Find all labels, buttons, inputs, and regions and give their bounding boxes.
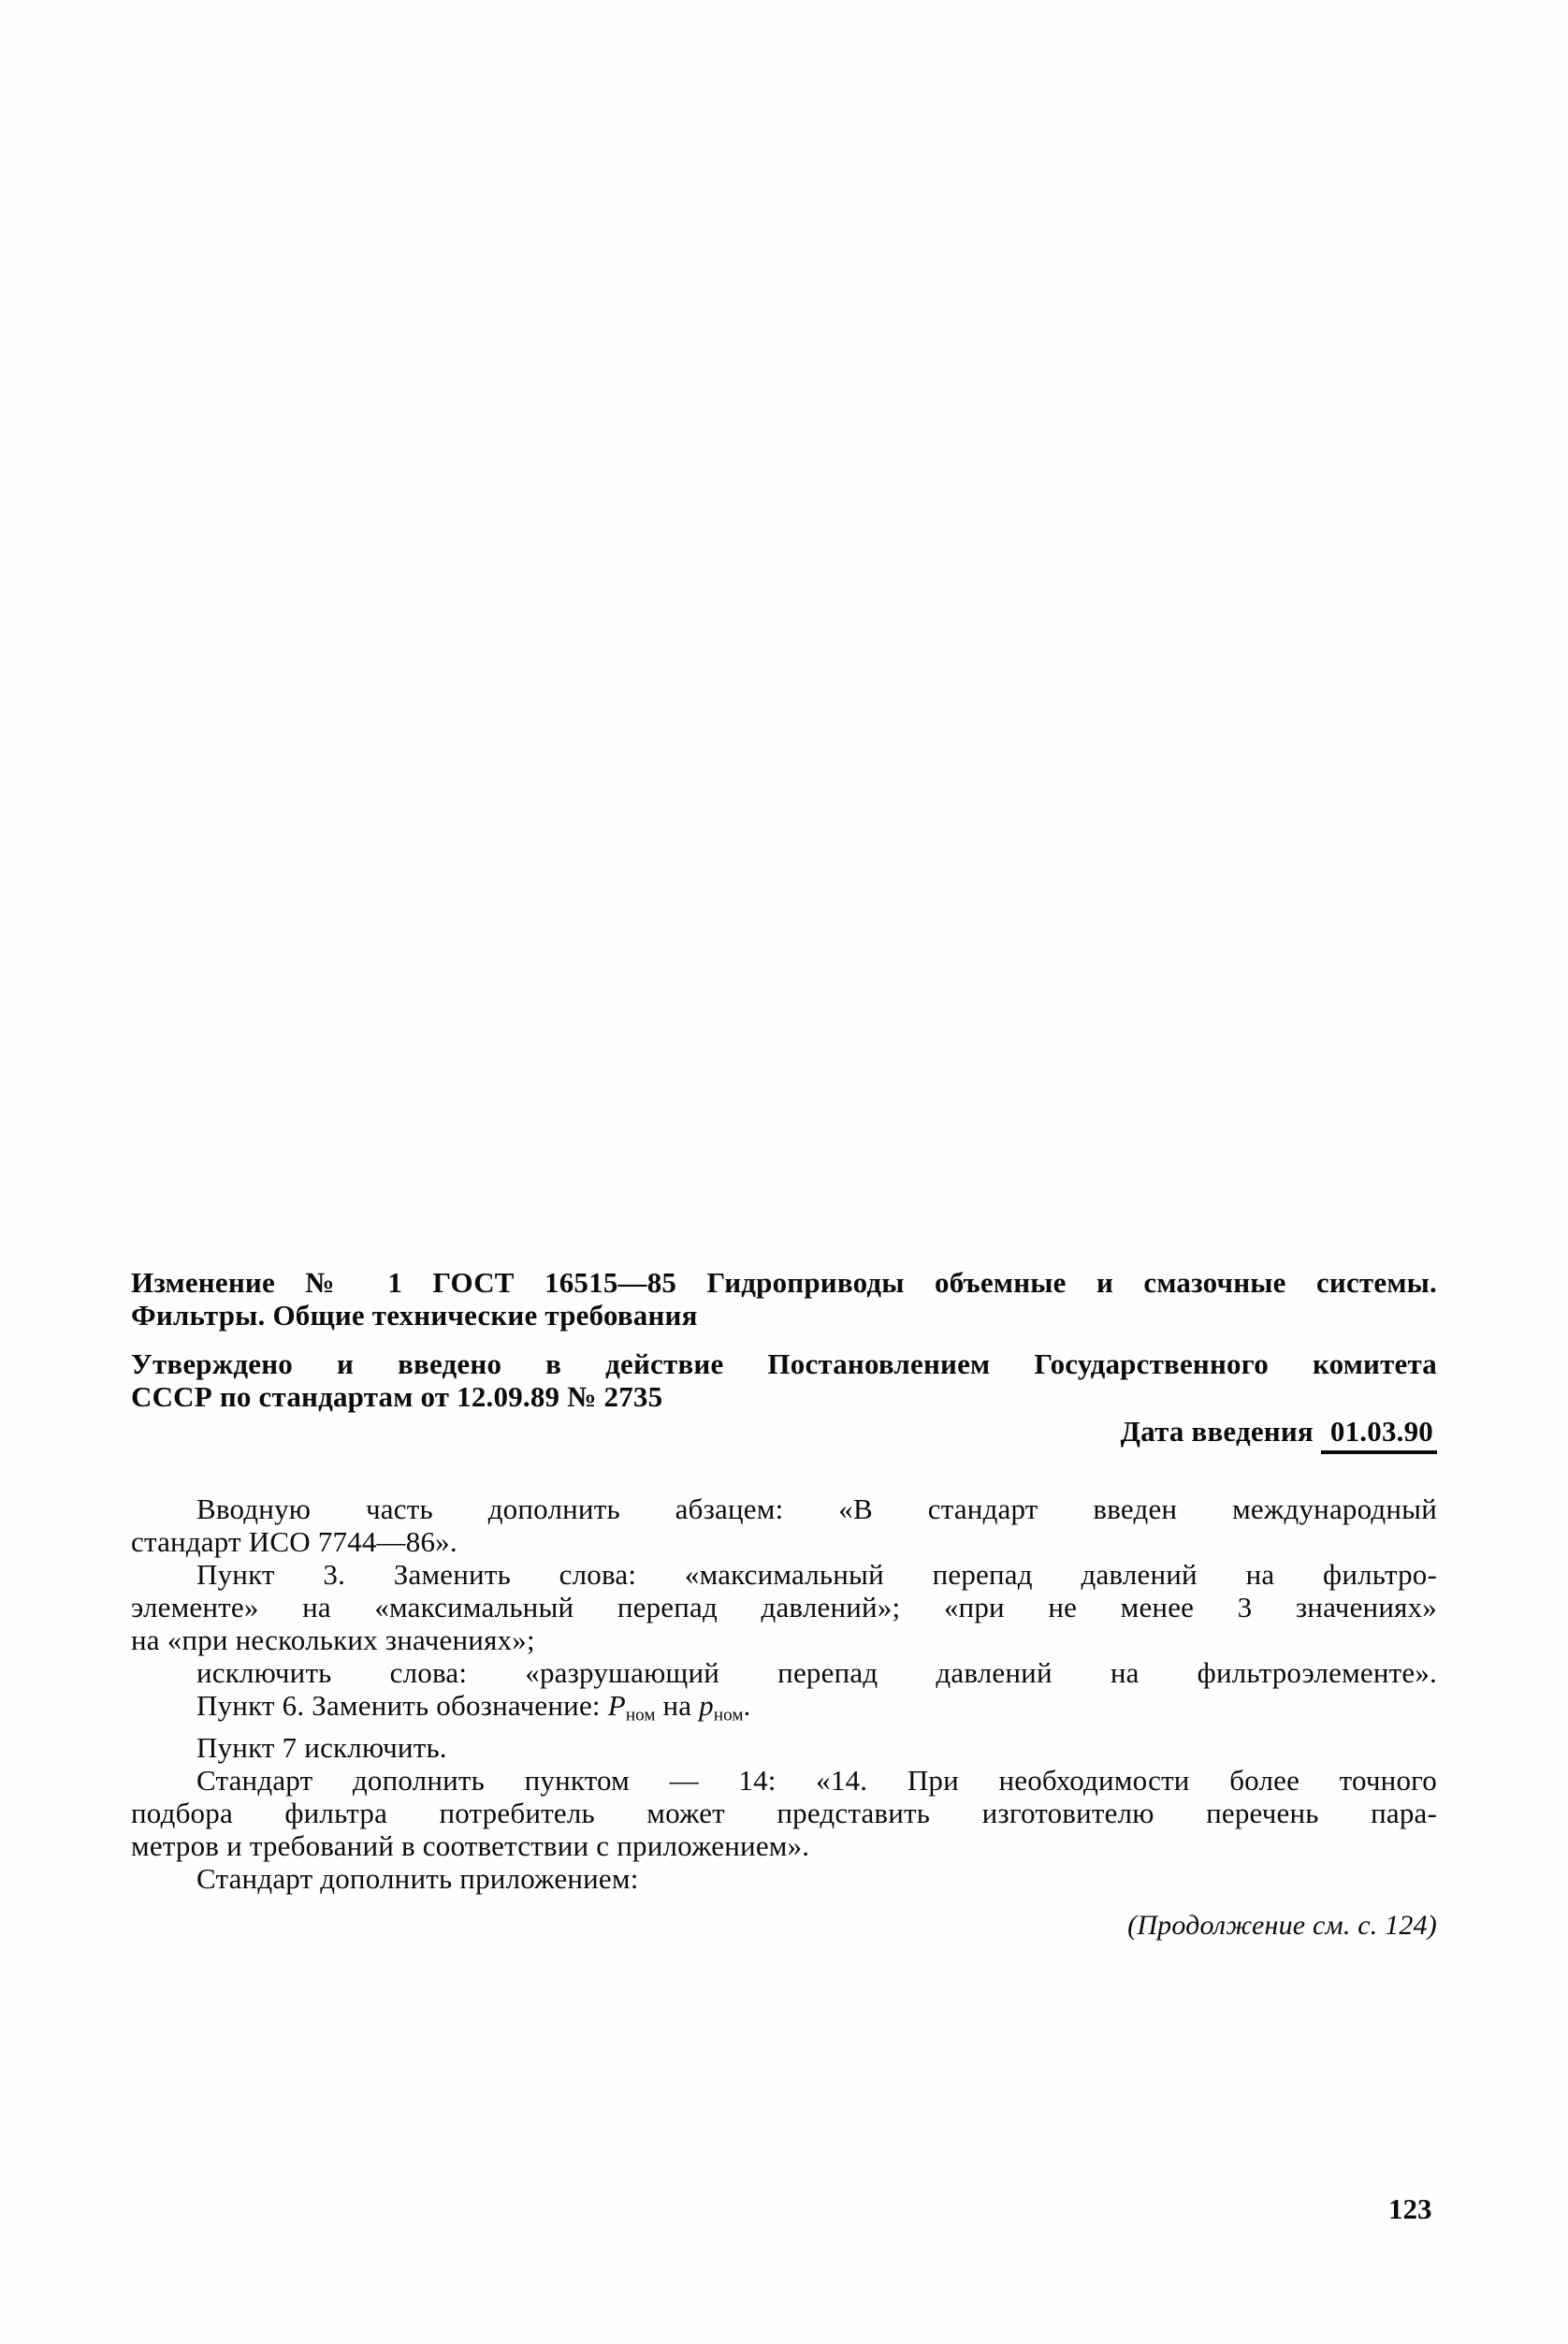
body-line: Вводную часть дополнить абзацем: «В стандарт введен международный [196, 1492, 1437, 1525]
title-line-1: Изменение № 1 ГОСТ 16515—85 Гидроприводы объемные и смазочные системы. [131, 1266, 1437, 1299]
body-line: подбора фильтра потребитель может представить изготовителю перечень пара- [131, 1797, 1437, 1830]
body-line: метров и требований в соответствии с приложением». [131, 1829, 810, 1863]
point6-subscript: ном [625, 1705, 656, 1725]
approval-line-1: Утверждено и введено в действие Постановлением Государственного комитета [131, 1347, 1437, 1380]
approval-line-2: СССР по стандартам от 12.09.89 № 2735 [131, 1380, 663, 1413]
point6-symbol-upper-p: Р [607, 1689, 626, 1722]
point6-symbol-lower-p: р [699, 1689, 714, 1722]
point6-text: . [743, 1689, 751, 1722]
body-line: элементе» на «максимальный перепад давлений»; «при не менее 3 значениях» [131, 1591, 1437, 1623]
date-value: 01.03.90 [1321, 1415, 1437, 1454]
point6-subscript: ном [713, 1705, 744, 1725]
body-line: на «при нескольких значениях»; [131, 1623, 535, 1656]
title-line-2: Фильтры. Общие технические требования [131, 1299, 698, 1332]
body-line-point6 [131, 1689, 1437, 1731]
page-number: 123 [1388, 2192, 1432, 2225]
body-line: Пункт 7 исключить. [196, 1731, 447, 1765]
date-label: Дата введения [1120, 1415, 1314, 1448]
introduction-date-line [131, 1415, 1437, 1454]
amendment-body [131, 1492, 1437, 1895]
body-line: Пункт 3. Заменить слова: «максимальный перепад давлений на фильтро- [196, 1558, 1437, 1591]
body-line: Стандарт дополнить пунктом — 14: «14. При необходимости более точного [196, 1764, 1437, 1798]
continuation-note: (Продолжение см. с. 124) [1127, 1910, 1437, 1941]
point6-text: на [655, 1689, 700, 1722]
body-line: Стандарт дополнить приложением: [196, 1862, 639, 1896]
point6-text: Пункт 6. Заменить обозначение: [196, 1689, 608, 1722]
body-line: исключить слова: «разрушающий перепад давлений на фильтроэлементе». [196, 1656, 1437, 1689]
body-line: стандарт ИСО 7744—86». [131, 1525, 457, 1558]
approval-statement [131, 1347, 1437, 1413]
document-title [131, 1266, 1437, 1332]
